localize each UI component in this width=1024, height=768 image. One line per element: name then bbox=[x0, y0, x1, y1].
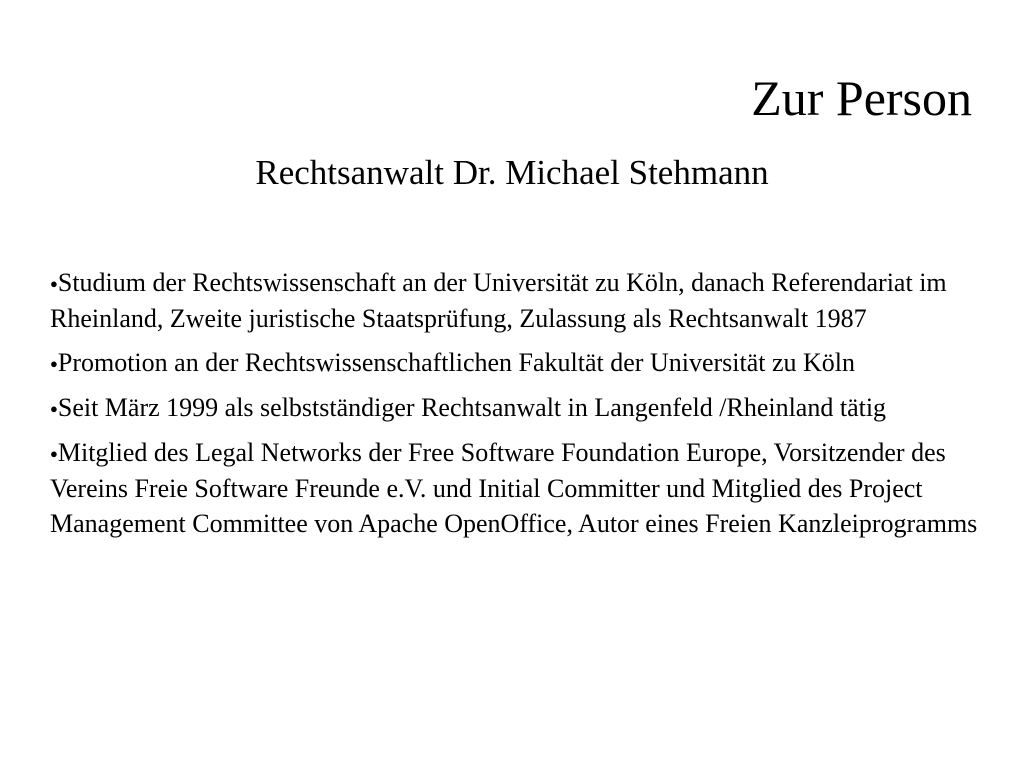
bullet-list bbox=[50, 265, 985, 550]
bullet-item bbox=[50, 435, 985, 541]
bullet-text: Promotion an der Rechtswissenschaftlichen Fakultät der Universität zu Köln bbox=[57, 348, 856, 377]
bullet-item bbox=[50, 390, 985, 426]
bullet-dot-icon: ● bbox=[50, 356, 58, 371]
bullet-item bbox=[50, 345, 985, 381]
slide-subtitle: Rechtsanwalt Dr. Michael Stehmann bbox=[255, 153, 769, 192]
bullet-text: Seit März 1999 als selbstständiger Rechtsanwalt in Langenfeld /Rheinland tätig bbox=[57, 393, 887, 422]
bullet-dot-icon: ● bbox=[50, 401, 58, 416]
bullet-text: Mitglied des Legal Networks der Free Software Foundation Europe, Vorsitzender des Vereins Freie Software Freunde e.V. und Initial Committer und Mitglied des Project Management Committee von Apache OpenOffice, Autor eines Freien Kanzleiprogramms bbox=[50, 438, 978, 538]
bullet-dot-icon: ● bbox=[50, 446, 58, 461]
slide-title: Zur Person bbox=[751, 70, 972, 126]
bullet-dot-icon: ● bbox=[50, 276, 58, 291]
bullet-item bbox=[50, 265, 985, 336]
bullet-text: Studium der Rechtswissenschaft an der Universität zu Köln, danach Referendariat im Rheinland, Zweite juristische Staatsprüfung, Zulassung als Rechtsanwalt 1987 bbox=[50, 268, 947, 333]
